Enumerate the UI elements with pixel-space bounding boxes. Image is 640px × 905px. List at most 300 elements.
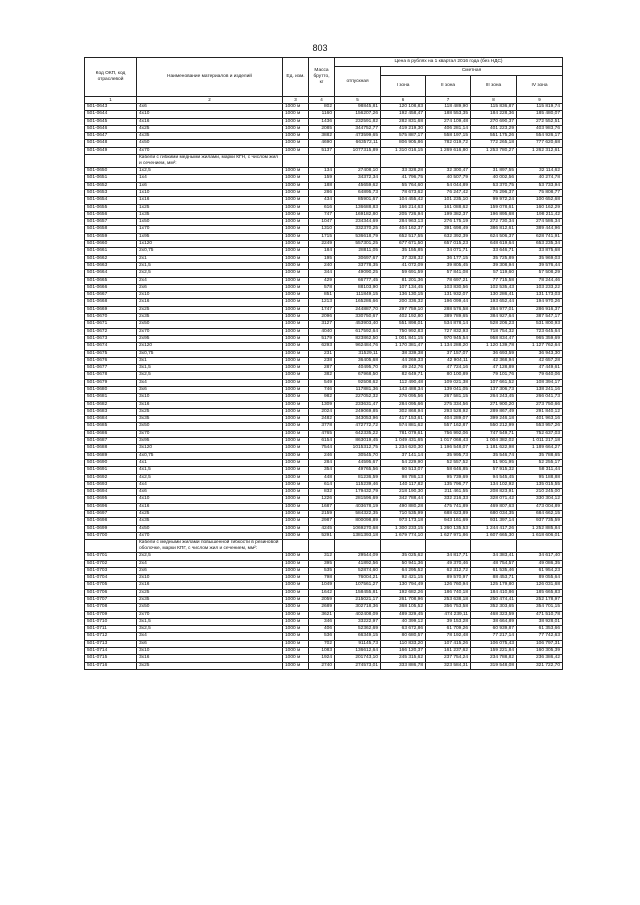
table-row bbox=[85, 118, 563, 125]
zone-2-price-cell: 970 945,54 bbox=[426, 335, 471, 342]
table-row bbox=[85, 496, 563, 503]
unit-cell: 1000 м bbox=[283, 511, 309, 518]
release-price-cell: 617592,64 bbox=[335, 328, 381, 335]
mass-cell: 406 bbox=[309, 626, 335, 633]
mass-cell: 429 bbox=[309, 277, 335, 284]
name-cell: 4x35 bbox=[137, 518, 283, 525]
zone-2-price-cell: 188 553,35 bbox=[426, 111, 471, 118]
zone-4-price-cell: 252 178,97 bbox=[517, 597, 563, 604]
zone-2-price-cell: 1 017 068,43 bbox=[426, 438, 471, 445]
zone-1-price-cell: 50 941,36 bbox=[381, 560, 426, 567]
release-price-cell: 823862,50 bbox=[335, 335, 381, 342]
name-cell: 2x2,5 bbox=[137, 270, 283, 277]
unit-cell: 1000 м bbox=[283, 379, 309, 386]
table-row bbox=[85, 111, 563, 118]
zone-2-price-cell: 1 260 135,53 bbox=[426, 525, 471, 532]
name-cell: 2x10 bbox=[137, 575, 283, 582]
unit-cell: 1000 м bbox=[283, 430, 309, 437]
price-table bbox=[84, 57, 563, 670]
section-row bbox=[85, 540, 563, 553]
release-price-cell: 76004,21 bbox=[335, 575, 381, 582]
empty-cell bbox=[381, 155, 426, 168]
mass-cell: 286 bbox=[309, 189, 335, 196]
release-price-cell: 402408,09 bbox=[335, 611, 381, 618]
mass-cell: 5291 bbox=[309, 532, 335, 539]
unit-cell: 1000 м bbox=[283, 408, 309, 415]
zone-4-price-cell: 185 665,83 bbox=[517, 589, 563, 596]
zone-3-price-cell: 718 754,32 bbox=[471, 328, 517, 335]
release-price-cell: 1069270,68 bbox=[335, 525, 381, 532]
name-cell: 1x95 bbox=[137, 233, 283, 240]
section-code-cell bbox=[85, 155, 137, 168]
zone-3-price-cell: 1 120 139,78 bbox=[471, 343, 517, 350]
zone-4-price-cell: 194 970,26 bbox=[517, 299, 563, 306]
mass-cell: 3882 bbox=[309, 133, 335, 140]
table-row bbox=[85, 255, 563, 262]
name-cell: 2x4 bbox=[137, 560, 283, 567]
name-cell: 4x50 bbox=[137, 140, 283, 147]
mass-cell: 4245 bbox=[309, 525, 335, 532]
zone-4-price-cell: 38 928,01 bbox=[517, 618, 563, 625]
table-row bbox=[85, 262, 563, 269]
table-row bbox=[85, 445, 563, 452]
zone-1-price-cell: 40 399,12 bbox=[381, 618, 426, 625]
zone-3-price-cell: 196 895,68 bbox=[471, 211, 517, 218]
zone-2-price-cell: 323 584,31 bbox=[426, 662, 471, 669]
code-cell: 501-0671 bbox=[85, 321, 137, 328]
zone-4-price-cell: 77 742,63 bbox=[517, 633, 563, 640]
release-price-cell: 344752,77 bbox=[335, 125, 381, 132]
zone-4-price-cell: 57 508,29 bbox=[517, 270, 563, 277]
mass-cell: 1310 bbox=[309, 226, 335, 233]
code-cell: 501-0655 bbox=[85, 204, 137, 211]
zone-1-price-cell: 35 155,85 bbox=[381, 248, 426, 255]
zone-3-price-cell: 88 453,71 bbox=[471, 575, 517, 582]
zone-1-price-cell: 419 219,30 bbox=[381, 125, 426, 132]
code-cell: 501-0645 bbox=[85, 118, 137, 125]
empty-cell bbox=[283, 155, 309, 168]
unit-cell: 1000 м bbox=[283, 474, 309, 481]
unit-cell: 1000 м bbox=[283, 532, 309, 539]
zone-4-price-cell: 389 444,96 bbox=[517, 226, 563, 233]
zone-1-price-cell: 44 269,33 bbox=[381, 357, 426, 364]
name-cell: 3x35 bbox=[137, 416, 283, 423]
code-cell: 501-0653 bbox=[85, 189, 137, 196]
unit-cell: 1000 м bbox=[283, 270, 309, 277]
section-title: Кабели с гибкими медными жилами, марки КГН, с числом жил и сечением, мм²: bbox=[137, 155, 283, 168]
table-row bbox=[85, 489, 563, 496]
table-row bbox=[85, 335, 563, 342]
zone-1-price-cell: 38 339,38 bbox=[381, 350, 426, 357]
zone-3-price-cell: 270 690,37 bbox=[471, 118, 517, 125]
mass-cell: 3621 bbox=[309, 611, 335, 618]
release-price-cell: 98845,81 bbox=[335, 104, 381, 111]
table-row bbox=[85, 394, 563, 401]
zone-3-price-cell: 159 221,84 bbox=[471, 648, 517, 655]
code-cell: 501-0675 bbox=[85, 350, 137, 357]
zone-4-price-cell: 286 916,37 bbox=[517, 306, 563, 313]
unit-cell: 1000 м bbox=[283, 133, 309, 140]
unit-cell: 1000 м bbox=[283, 219, 309, 226]
zone-1-price-cell: 107 134,45 bbox=[381, 284, 426, 291]
code-cell: 501-0674 bbox=[85, 343, 137, 350]
table-row bbox=[85, 233, 563, 240]
zone-1-price-cell: 302 868,94 bbox=[381, 408, 426, 415]
mass-cell: 284 bbox=[309, 459, 335, 466]
zone-2-price-cell: 332 216,33 bbox=[426, 496, 471, 503]
unit-cell: 1000 м bbox=[283, 423, 309, 430]
zone-2-price-cell: 199 382,37 bbox=[426, 211, 471, 218]
table-row bbox=[85, 474, 563, 481]
mass-cell: 4690 bbox=[309, 140, 335, 147]
page-number: 803 bbox=[312, 43, 328, 53]
zone-1-price-cell: 192 682,26 bbox=[381, 589, 426, 596]
name-cell: 4x16 bbox=[137, 118, 283, 125]
release-price-cell: 117881,36 bbox=[335, 386, 381, 393]
table-row bbox=[85, 204, 563, 211]
mass-cell: 6154 bbox=[309, 438, 335, 445]
table-row bbox=[85, 211, 563, 218]
zone-4-price-cell: 752 637,03 bbox=[517, 430, 563, 437]
name-cell: 3x25 bbox=[137, 408, 283, 415]
zone-2-price-cell: 42 904,11 bbox=[426, 357, 471, 364]
zone-3-price-cell: 648 619,64 bbox=[471, 241, 517, 248]
release-price-cell: 453903,40 bbox=[335, 321, 381, 328]
code-cell: 501-0681 bbox=[85, 394, 137, 401]
zone-4-price-cell: 131 173,03 bbox=[517, 292, 563, 299]
zone-3-price-cell: 328 071,42 bbox=[471, 496, 517, 503]
zone-4-price-cell: 554 926,17 bbox=[517, 133, 563, 140]
zone-3-price-cell: 107 661,52 bbox=[471, 379, 517, 386]
empty-cell bbox=[471, 540, 517, 553]
code-cell: 501-0696 bbox=[85, 503, 137, 510]
release-price-cell: 332370,25 bbox=[335, 226, 381, 233]
code-cell: 501-0667 bbox=[85, 292, 137, 299]
name-cell: 3x1 bbox=[137, 357, 283, 364]
table-row bbox=[85, 604, 563, 611]
zone-3-price-cell: 384 927,64 bbox=[471, 314, 517, 321]
mass-cell: 1924 bbox=[309, 655, 335, 662]
name-cell: 4x16 bbox=[137, 503, 283, 510]
name-cell: 2x0,75 bbox=[137, 248, 283, 255]
code-cell: 501-0710 bbox=[85, 618, 137, 625]
zone-4-price-cell: 937 735,59 bbox=[517, 518, 563, 525]
zone-4-price-cell: 100 652,68 bbox=[517, 197, 563, 204]
zone-2-price-cell: 782 019,72 bbox=[426, 140, 471, 147]
table-body bbox=[85, 104, 563, 670]
release-price-cell: 29544,09 bbox=[335, 553, 381, 560]
zone-1-price-cell: 104 455,42 bbox=[381, 197, 426, 204]
zone-3-price-cell: 271 900,20 bbox=[471, 401, 517, 408]
zone-3-price-cell: 47 128,89 bbox=[471, 365, 517, 372]
release-price-cell: 536618,79 bbox=[335, 233, 381, 240]
release-price-cell: 31529,11 bbox=[335, 350, 381, 357]
zone-2-price-cell: 1 196 548,07 bbox=[426, 445, 471, 452]
mass-cell: 3778 bbox=[309, 423, 335, 430]
release-price-cell: 863019,45 bbox=[335, 438, 381, 445]
table-row bbox=[85, 567, 563, 574]
table-row bbox=[85, 133, 563, 140]
mass-cell: 312 bbox=[309, 553, 335, 560]
zone-3-price-cell: 319 548,08 bbox=[471, 662, 517, 669]
zone-1-price-cell: 110 833,20 bbox=[381, 640, 426, 647]
zone-2-price-cell: 727 832,93 bbox=[426, 328, 471, 335]
code-cell: 501-0662 bbox=[85, 255, 137, 262]
zone-1-price-cell: 78 673,62 bbox=[381, 189, 426, 196]
col-number: 7 bbox=[426, 97, 471, 104]
zone-4-price-cell: 236 386,42 bbox=[517, 655, 563, 662]
unit-cell: 1000 м bbox=[283, 118, 309, 125]
name-cell: 4x10 bbox=[137, 496, 283, 503]
release-price-cell: 81236,59 bbox=[335, 474, 381, 481]
empty-cell bbox=[426, 155, 471, 168]
unit-cell: 1000 м bbox=[283, 182, 309, 189]
zone-2-price-cell: 474 239,11 bbox=[426, 611, 471, 618]
zone-1-price-cell: 60 513,07 bbox=[381, 467, 426, 474]
release-price-cell: 158455,81 bbox=[335, 589, 381, 596]
zone-3-price-cell: 99 972,24 bbox=[471, 197, 517, 204]
table-row bbox=[85, 241, 563, 248]
zone-3-price-cell: 184 228,36 bbox=[471, 111, 517, 118]
zone-2-price-cell: 52 557,52 bbox=[426, 459, 471, 466]
zone-1-price-cell: 205 726,94 bbox=[381, 211, 426, 218]
release-price-cell: 85901,67 bbox=[335, 197, 381, 204]
zone-4-price-cell: 965 359,69 bbox=[517, 335, 563, 342]
table-row bbox=[85, 306, 563, 313]
code-cell: 501-0654 bbox=[85, 197, 137, 204]
mass-cell: 535 bbox=[309, 567, 335, 574]
release-price-cell: 33222,97 bbox=[335, 618, 381, 625]
empty-cell bbox=[381, 540, 426, 553]
name-cell: 2x50 bbox=[137, 321, 283, 328]
unit-cell: 1000 м bbox=[283, 350, 309, 357]
zone-2-price-cell: 78 697,21 bbox=[426, 277, 471, 284]
zone-2-price-cell: 1 134 288,20 bbox=[426, 343, 471, 350]
name-cell: 2x10 bbox=[137, 292, 283, 299]
unit-cell: 1000 м bbox=[283, 241, 309, 248]
zone-3-price-cell: 528 206,23 bbox=[471, 321, 517, 328]
unit-cell: 1000 м bbox=[283, 518, 309, 525]
name-cell: 2x6 bbox=[137, 567, 283, 574]
name-cell: 2x16 bbox=[137, 582, 283, 589]
mass-cell: 2024 bbox=[309, 408, 335, 415]
table-row bbox=[85, 314, 563, 321]
zone-4-price-cell: 1 262 312,61 bbox=[517, 147, 563, 154]
zone-4-price-cell: 291 840,12 bbox=[517, 408, 563, 415]
code-cell: 501-0701 bbox=[85, 553, 137, 560]
name-cell: 3x16 bbox=[137, 401, 283, 408]
zone-1-price-cell: 54 229,90 bbox=[381, 459, 426, 466]
mass-cell: 982 bbox=[309, 394, 335, 401]
zone-3-price-cell: 264 243,45 bbox=[471, 394, 517, 401]
zone-4-price-cell: 198 211,42 bbox=[517, 211, 563, 218]
zone-2-price-cell: 118 489,90 bbox=[426, 104, 471, 111]
zone-1-price-cell: 282 831,68 bbox=[381, 118, 426, 125]
zone-2-price-cell: 78 192,48 bbox=[426, 633, 471, 640]
zone-2-price-cell: 237 754,24 bbox=[426, 655, 471, 662]
name-cell: 3x2,5 bbox=[137, 626, 283, 633]
release-price-cell: 64895,73 bbox=[335, 189, 381, 196]
name-cell: 1x25 bbox=[137, 204, 283, 211]
table-row bbox=[85, 575, 563, 582]
zone-1-price-cell: 82 649,71 bbox=[381, 372, 426, 379]
release-price-cell: 215021,17 bbox=[335, 597, 381, 604]
table-row bbox=[85, 560, 563, 567]
mass-cell: 1049 bbox=[309, 582, 335, 589]
header-unit: Ед. изм. bbox=[283, 58, 309, 97]
table-row bbox=[85, 197, 563, 204]
unit-cell: 1000 м bbox=[283, 328, 309, 335]
release-price-cell: 233631,47 bbox=[335, 401, 381, 408]
release-price-cell: 30697,67 bbox=[335, 255, 381, 262]
mass-cell: 7544 bbox=[309, 445, 335, 452]
zone-3-price-cell: 772 265,18 bbox=[471, 140, 517, 147]
release-price-cell: 40495,70 bbox=[335, 365, 381, 372]
zone-1-price-cell: 489 329,45 bbox=[381, 611, 426, 618]
release-price-cell: 232591,82 bbox=[335, 118, 381, 125]
table-row bbox=[85, 357, 563, 364]
code-cell: 501-0694 bbox=[85, 489, 137, 496]
zone-3-price-cell: 38 664,89 bbox=[471, 618, 517, 625]
zone-1-price-cell: 200 336,32 bbox=[381, 299, 426, 306]
release-price-cell: 244887,70 bbox=[335, 306, 381, 313]
name-cell: 4x6 bbox=[137, 489, 283, 496]
zone-2-price-cell: 406 281,14 bbox=[426, 125, 471, 132]
release-price-cell: 584322,35 bbox=[335, 511, 381, 518]
zone-4-price-cell: 126 031,68 bbox=[517, 582, 563, 589]
zone-4-price-cell: 42 657,28 bbox=[517, 357, 563, 364]
zone-1-price-cell: 417 153,61 bbox=[381, 416, 426, 423]
zone-1-price-cell: 490 880,28 bbox=[381, 503, 426, 510]
zone-4-price-cell: 553 957,26 bbox=[517, 423, 563, 430]
zone-1-price-cell: 261 708,96 bbox=[381, 597, 426, 604]
unit-cell: 1000 м bbox=[283, 553, 309, 560]
empty-cell bbox=[335, 155, 381, 168]
code-cell: 501-0650 bbox=[85, 168, 137, 175]
mass-cell: 6293 bbox=[309, 343, 335, 350]
name-cell: 2x2,5 bbox=[137, 553, 283, 560]
zone-1-price-cell: 37 328,32 bbox=[381, 255, 426, 262]
zone-1-price-cell: 1 679 774,10 bbox=[381, 532, 426, 539]
zone-1-price-cell: 41 796,75 bbox=[381, 175, 426, 182]
zone-4-price-cell: 53 733,94 bbox=[517, 182, 563, 189]
zone-2-price-cell: 35 995,73 bbox=[426, 452, 471, 459]
unit-cell: 1000 м bbox=[283, 655, 309, 662]
unit-cell: 1000 м bbox=[283, 567, 309, 574]
mass-cell: 184 bbox=[309, 248, 335, 255]
header-estimate: Сметная bbox=[381, 67, 563, 76]
zone-2-price-cell: 404 289,07 bbox=[426, 416, 471, 423]
release-price-cell: 274573,01 bbox=[335, 662, 381, 669]
unit-cell: 1000 м bbox=[283, 204, 309, 211]
zone-3-price-cell: 159 078,61 bbox=[471, 204, 517, 211]
zone-3-price-cell: 115 836,87 bbox=[471, 104, 517, 111]
mass-cell: 5179 bbox=[309, 335, 335, 342]
table-row bbox=[85, 270, 563, 277]
release-price-cell: 111849,15 bbox=[335, 292, 381, 299]
release-price-cell: 156207,26 bbox=[335, 111, 381, 118]
zone-3-price-cell: 469 807,63 bbox=[471, 503, 517, 510]
zone-1-price-cell: 652 517,55 bbox=[381, 233, 426, 240]
zone-4-price-cell: 160 162,29 bbox=[517, 204, 563, 211]
unit-cell: 1000 м bbox=[283, 640, 309, 647]
name-cell: 2x25 bbox=[137, 306, 283, 313]
zone-1-price-cell: 276 095,56 bbox=[381, 394, 426, 401]
zone-2-price-cell: 103 830,56 bbox=[426, 284, 471, 291]
name-cell: 4x4 bbox=[137, 481, 283, 488]
zone-3-price-cell: 77 715,58 bbox=[471, 277, 517, 284]
zone-2-price-cell: 1 269 616,80 bbox=[426, 147, 471, 154]
zone-4-price-cell: 160 305,39 bbox=[517, 648, 563, 655]
empty-cell bbox=[426, 540, 471, 553]
table-row bbox=[85, 175, 563, 182]
mass-cell: 4765 bbox=[309, 430, 335, 437]
name-cell: 4x10 bbox=[137, 111, 283, 118]
zone-2-price-cell: 688 623,89 bbox=[426, 511, 471, 518]
name-cell: 2x95 bbox=[137, 335, 283, 342]
col-number: 9 bbox=[517, 97, 563, 104]
unit-cell: 1000 м bbox=[283, 445, 309, 452]
unit-cell: 1000 м bbox=[283, 365, 309, 372]
name-cell: 2x1 bbox=[137, 255, 283, 262]
release-price-cell: 30545,70 bbox=[335, 452, 381, 459]
code-cell: 501-0686 bbox=[85, 430, 137, 437]
zone-4-price-cell: 36 943,30 bbox=[517, 350, 563, 357]
table-row bbox=[85, 626, 563, 633]
header-price-title: Цена в рублях на 1 квартал 2016 года (без НДС) bbox=[335, 58, 563, 67]
table-row bbox=[85, 640, 563, 647]
table-row bbox=[85, 372, 563, 379]
empty-cell bbox=[283, 540, 309, 553]
zone-3-price-cell: 36 693,59 bbox=[471, 350, 517, 357]
zone-4-price-cell: 473 004,89 bbox=[517, 503, 563, 510]
zone-4-price-cell: 58 311,44 bbox=[517, 467, 563, 474]
zone-3-price-cell: 106 075,43 bbox=[471, 640, 517, 647]
zone-1-price-cell: 750 992,83 bbox=[381, 328, 426, 335]
zone-1-price-cell: 1 170 381,47 bbox=[381, 343, 426, 350]
zone-2-price-cell: 61 709,26 bbox=[426, 626, 471, 633]
unit-cell: 1000 м bbox=[283, 467, 309, 474]
zone-1-price-cell: 143 488,34 bbox=[381, 386, 426, 393]
name-cell: 4x50 bbox=[137, 525, 283, 532]
name-cell: 2x25 bbox=[137, 589, 283, 596]
zone-3-price-cell: 94 545,45 bbox=[471, 474, 517, 481]
table-row bbox=[85, 511, 563, 518]
mass-cell: 2740 bbox=[309, 662, 335, 669]
zone-2-price-cell: 89 570,97 bbox=[426, 575, 471, 582]
code-cell: 501-0660 bbox=[85, 241, 137, 248]
zone-1-price-cell: 136 130,15 bbox=[381, 292, 426, 299]
code-cell: 501-0651 bbox=[85, 175, 137, 182]
unit-cell: 1000 м bbox=[283, 503, 309, 510]
zone-2-price-cell: 47 724,16 bbox=[426, 365, 471, 372]
section-title: Кабели с медными жилами повышенной гибкости в резиновой оболочке, марки КПГ, с числом жил и сечением, мм²: bbox=[137, 540, 283, 553]
name-cell: 3x6 bbox=[137, 640, 283, 647]
name-cell: 3x6 bbox=[137, 386, 283, 393]
code-cell: 501-0659 bbox=[85, 233, 137, 240]
unit-cell: 1000 м bbox=[283, 175, 309, 182]
table-row bbox=[85, 350, 563, 357]
name-cell: 2x4 bbox=[137, 277, 283, 284]
table-row bbox=[85, 125, 563, 132]
code-cell: 501-0644 bbox=[85, 111, 137, 118]
code-cell: 501-0689 bbox=[85, 452, 137, 459]
zone-3-price-cell: 40 002,56 bbox=[471, 175, 517, 182]
zone-4-price-cell: 210 245,00 bbox=[517, 489, 563, 496]
mass-cell: 448 bbox=[309, 474, 335, 481]
mass-cell: 1747 bbox=[309, 306, 335, 313]
zone-2-price-cell: 76 247,42 bbox=[426, 189, 471, 196]
